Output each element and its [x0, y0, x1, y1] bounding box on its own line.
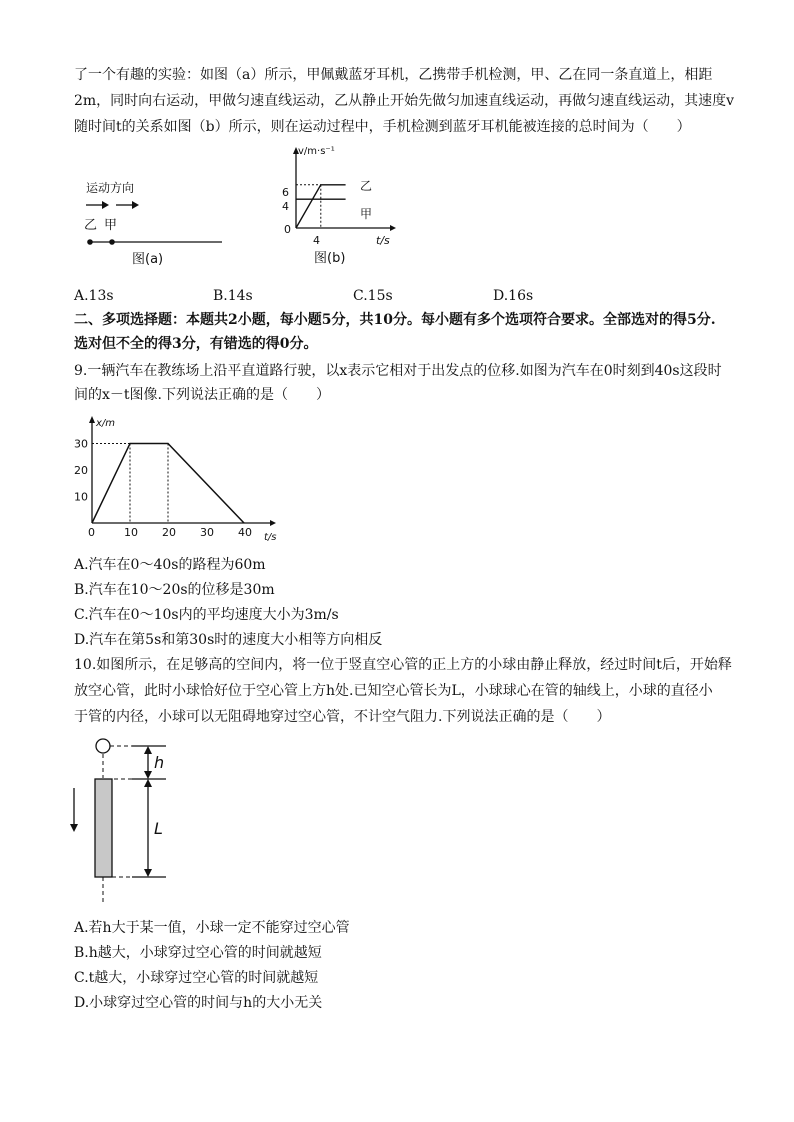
- q10-option-a: A.若h大于某一值，小球一定不能穿过空心管: [74, 920, 350, 936]
- figure-b-vt-chart: [268, 140, 408, 275]
- q9-x-tick-20: 20: [162, 526, 176, 539]
- q9-option-a: A.汽车在0～40s的路程为60m: [74, 557, 266, 573]
- q9-x-tick-40: 40: [238, 526, 252, 539]
- fig-b-x-label: t/s: [376, 234, 390, 247]
- fig-a-yi: 乙: [84, 218, 98, 233]
- fig-a-direction-label: 运动方向: [86, 181, 135, 195]
- q8-option-a: A.13s: [74, 288, 114, 304]
- q10-h-label: h: [154, 753, 165, 772]
- q9-option-b: B.汽车在10～20s的位移是30m: [74, 582, 275, 598]
- fig-b-series-jia-label: 甲: [360, 207, 373, 221]
- q8-line-2: 2m，同时向右运动，甲做匀速直线运动，乙从静止开始先做匀加速直线运动，再做匀速直线运动，其速度v: [74, 93, 735, 109]
- q10-line-1: 10.如图所示，在足够高的空间内，将一位于竖直空心管的正上方的小球由静止释放，经过时间t后，开始释: [74, 657, 732, 673]
- q9-y-tick-0: 0: [88, 526, 95, 539]
- q9-x-label: t/s: [264, 532, 277, 542]
- q9-x-tick-10: 10: [124, 526, 138, 539]
- q8-line-3: 随时间t的关系如图（b）所示，则在运动过程中，手机检测到蓝牙耳机能被连接的总时间为（ ）: [74, 119, 691, 135]
- q10-option-d: D.小球穿过空心管的时间与h的大小无关: [74, 995, 323, 1011]
- fig-a-caption: 图(a): [132, 252, 164, 267]
- q10-L-label: L: [154, 819, 163, 838]
- fig-b-y-label: v/m·s⁻¹: [298, 146, 335, 157]
- q9-y-tick-10: 10: [74, 490, 88, 504]
- fig-b-tick-4: 4: [282, 200, 289, 213]
- q9-option-c: C.汽车在0～10s内的平均速度大小为3m/s: [74, 607, 339, 623]
- q10-line-2: 放空心管，此时小球恰好位于空心管上方h处.已知空心管长为L，小球球心在管的轴线上，小球的直径小: [74, 683, 713, 699]
- figure-q9-xt-chart: [70, 412, 285, 542]
- q9-y-tick-30: 30: [74, 437, 88, 451]
- q8-line-1: 了一个有趣的实验：如图（a）所示，甲佩戴蓝牙耳机，乙携带手机检测，甲、乙在同一条直道上，相距: [74, 67, 713, 83]
- q10-option-b: B.h越大，小球穿过空心管的时间就越短: [74, 945, 322, 961]
- fig-a-jia: 甲: [104, 218, 118, 233]
- q10-line-3: 于管的内径，小球可以无阻碍地穿过空心管，不计空气阻力.下列说法正确的是（ ）: [74, 709, 611, 725]
- q9-y-axis-arrow: [89, 416, 95, 423]
- section2-heading-line-2: 选对但不全的得3分，有错选的得0分。: [74, 336, 318, 352]
- section2-heading-line-1: 二、多项选择题：本题共2小题，每小题5分，共10分。每小题有多个选项符合要求。全部选对的得5分.: [74, 312, 716, 328]
- figure-q10-tube: [60, 730, 190, 910]
- q9-series-line-0: [92, 444, 244, 524]
- q10-ball: [96, 739, 110, 753]
- figure-a: [80, 170, 230, 275]
- fig-b-caption: 图(b): [314, 251, 346, 266]
- q8-option-d: D.16s: [493, 288, 534, 304]
- q9-option-d: D.汽车在第5s和第30s时的速度大小相等方向相反: [74, 632, 383, 648]
- q10-tube: [95, 779, 112, 877]
- fig-b-tick-x4: 4: [313, 234, 320, 247]
- q9-y-label: x/m: [96, 418, 116, 429]
- fig-b-series-yi-label: 乙: [360, 179, 373, 193]
- fig-b-tick-6: 6: [282, 186, 289, 199]
- fig-b-x-axis-arrow: [390, 225, 396, 231]
- fig-a-yi-dot: [87, 239, 93, 245]
- q9-y-tick-20: 20: [74, 464, 88, 477]
- q8-option-c: C.15s: [353, 288, 393, 304]
- q10-option-c: C.t越大，小球穿过空心管的时间就越短: [74, 970, 319, 986]
- q9-line-1: 9.一辆汽车在教练场上沿平直道路行驶，以x表示它相对于出发点的位移.如图为汽车在0时刻到40s这段时: [74, 363, 722, 379]
- q9-x-tick-30: 30: [200, 526, 214, 539]
- q8-option-b: B.14s: [213, 288, 253, 304]
- q9-line-2: 间的x－t图像.下列说法正确的是（ ）: [74, 387, 330, 403]
- q9-x-axis-arrow: [270, 520, 276, 526]
- fig-a-jia-dot: [109, 239, 115, 245]
- fig-b-tick-0: 0: [284, 223, 291, 236]
